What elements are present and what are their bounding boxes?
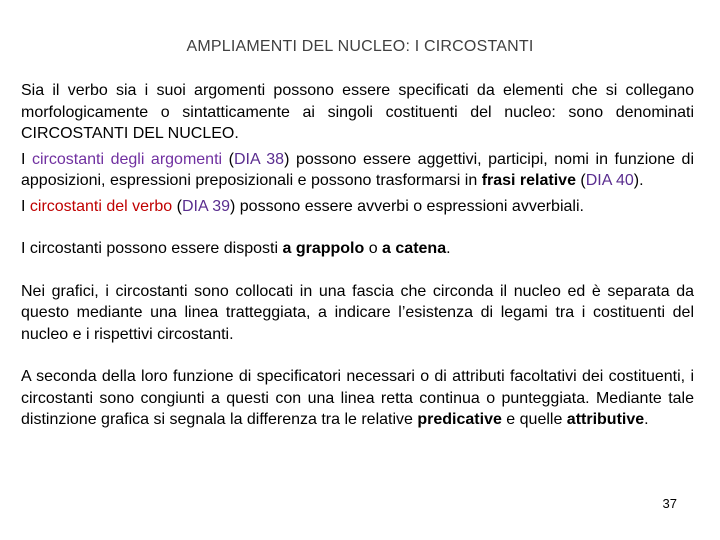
text-segment: o	[364, 240, 383, 257]
slide-body	[21, 80, 694, 431]
paragraph-argomenti	[21, 149, 694, 192]
paragraph-verbo	[21, 196, 694, 218]
text-segment: ) possono essere aggettivi, participi, nomi in funzione di apposizioni, espressioni preposizionali e possono trasformarsi in	[21, 150, 695, 189]
text-segment: ).	[633, 172, 644, 189]
text-segment: I circostanti possono essere disposti	[21, 240, 283, 257]
term-circostanti: circostanti	[32, 150, 111, 168]
text-segment: (	[222, 150, 234, 168]
term-circostanti-del-verbo: circostanti del verbo	[29, 197, 173, 215]
text-segment: .	[644, 411, 649, 428]
term-frasi-relative: frasi relative	[481, 172, 576, 189]
paragraph-grafici: Nei grafici, i circostanti sono collocati in una fascia che circonda il nucleo ed è separata da questo mediante una linea tratteggiata, a indicare l’esistenza di legami tra i costituenti del nucleo e i rispettivi circostanti.	[21, 282, 694, 343]
dia-reference-40[interactable]: DIA 40	[585, 172, 634, 189]
text-segment: .	[446, 240, 451, 257]
term-a-catena: a catena	[382, 240, 447, 257]
text-segment: ) possono essere avverbi o espressioni avverbiali.	[230, 197, 584, 215]
page-number: 37	[662, 496, 677, 511]
text-segment: I	[21, 197, 30, 215]
dia-reference-38[interactable]: DIA 38	[233, 150, 285, 168]
text-segment: (	[172, 197, 182, 215]
text-segment: I	[21, 150, 32, 168]
text-segment: A seconda della loro funzione di specificatori necessari o di attributi facoltativi dei costituenti, i circostanti sono congiunti a questi con una linea retta continua o punteggiata. Mediante tale distinzione grafica si segnala la differenza tra le relative	[21, 368, 694, 428]
term-a-grappolo: a grappolo	[282, 240, 365, 257]
paragraph-definition: Sia il verbo sia i suoi argomenti possono essere specificati da elementi che si collegano morfologicamente o sintatticamente ai singoli costituenti del nucleo: sono denominati CIRCOSTANTI DEL NUCLEO.	[21, 82, 694, 142]
term-attributive: attributive	[566, 411, 645, 428]
term-degli-argomenti: degli argomenti	[110, 150, 223, 168]
slide-title: AMPLIAMENTI DEL NUCLEO: I CIRCOSTANTI	[186, 38, 534, 55]
paragraph-funzione	[21, 366, 694, 431]
term-predicative: predicative	[417, 411, 502, 428]
text-segment: (	[575, 172, 586, 189]
text-segment: e quelle	[501, 411, 567, 428]
dia-reference-39[interactable]: DIA 39	[181, 197, 230, 215]
paragraph-disposizione	[21, 238, 694, 260]
